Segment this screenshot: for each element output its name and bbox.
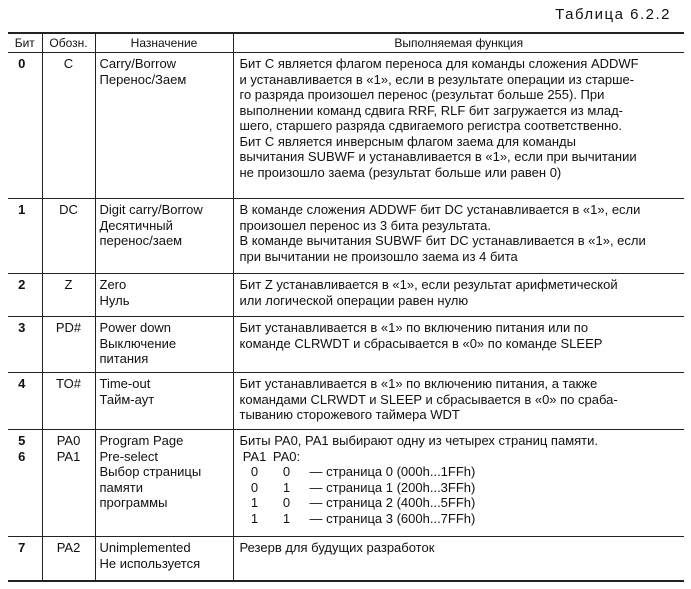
pa0-value: 1 <box>282 510 291 526</box>
page-row <box>240 511 681 527</box>
purpose-line: Zero <box>99 277 127 292</box>
table-row <box>8 274 684 317</box>
function-line: командами CLRWDT и SLEEP и сбрасывается в «0» по сраба- <box>239 391 618 407</box>
purpose-line: Тайм-аут <box>99 391 155 407</box>
bit-name: PA0 <box>56 433 81 448</box>
function-line: или логической операции равен нулю <box>239 292 469 308</box>
purpose-cell <box>95 199 233 274</box>
function-cell <box>233 430 684 537</box>
header-bit: Бит <box>8 33 42 53</box>
column-label-pa0: PA0: <box>272 448 301 464</box>
function-line: Биты PA0, PA1 выбирают одну из четырех страниц памяти. <box>239 433 598 448</box>
purpose-cell <box>95 537 233 581</box>
table-row <box>8 317 684 373</box>
status-register-table <box>8 32 684 582</box>
name-cell <box>42 373 95 430</box>
table-row <box>8 537 684 581</box>
bit-number: 0 <box>18 56 26 71</box>
bit-name: PA1 <box>56 448 81 464</box>
pa1-value: 1 <box>250 510 259 526</box>
function-line: В команде сложения ADDWF бит DC устанавливается в «1», если <box>239 202 641 217</box>
bit-name: C <box>63 56 74 71</box>
bit-name: TO# <box>55 376 82 391</box>
purpose-line: перенос/заем <box>99 233 183 248</box>
purpose-cell <box>95 373 233 430</box>
name-cell <box>42 274 95 317</box>
bit-number: 2 <box>18 277 26 292</box>
page-row <box>240 464 681 480</box>
function-line: Резерв для будущих разработок <box>239 540 435 555</box>
bit-cell <box>8 274 42 317</box>
bit-cell <box>8 199 42 274</box>
function-line: вычитания SUBWF и устанавливается в «1», если при вычитании <box>239 149 637 164</box>
bit-number: 5 <box>18 433 26 448</box>
bit-number: 4 <box>18 376 26 391</box>
page-description: — страница 3 (600h...7FFh) <box>309 510 476 526</box>
pa1-value: 1 <box>250 495 259 510</box>
function-line: не произошло заема (результат больше или равен 0) <box>239 164 562 180</box>
purpose-line: Digit carry/Borrow <box>99 202 203 217</box>
function-line: Бит устанавливается в «1» по включению питания или по <box>239 320 589 335</box>
function-line: шего, старшего разряда сдвигаемого регистра соответственно. <box>239 118 623 133</box>
purpose-line: Не используется <box>99 555 201 571</box>
function-line: Бит устанавливается в «1» по включению питания, а также <box>239 376 598 391</box>
page-row <box>240 480 681 496</box>
name-cell <box>42 199 95 274</box>
pa1-value: 0 <box>250 464 259 479</box>
name-cell <box>42 537 95 581</box>
header-purpose: Назначение <box>95 33 233 53</box>
table-row <box>8 53 684 199</box>
pa0-value: 0 <box>282 464 291 479</box>
purpose-line: Time-out <box>99 376 151 391</box>
header-name: Обозн. <box>42 33 95 53</box>
purpose-line: Выключение <box>99 335 177 351</box>
function-cell <box>233 537 684 581</box>
purpose-line: программы <box>99 495 168 510</box>
purpose-cell <box>95 317 233 373</box>
purpose-line: Program Page <box>99 433 184 448</box>
purpose-line: Unimplemented <box>99 540 191 555</box>
table-row <box>8 430 684 537</box>
function-line: при вычитании не произошло заема из 4 бита <box>239 248 518 264</box>
pa0-value: 0 <box>282 495 291 510</box>
purpose-cell <box>95 274 233 317</box>
name-cell <box>42 53 95 199</box>
function-line: выполнении команд сдвига RRF, RLF бит загружается из млад- <box>239 102 623 118</box>
purpose-line: памяти <box>99 479 143 495</box>
name-cell <box>42 430 95 537</box>
page-row <box>240 495 681 511</box>
bit-cell <box>8 317 42 373</box>
header-function: Выполняемая функция <box>233 33 684 53</box>
purpose-line: Carry/Borrow <box>99 56 177 71</box>
bit-cell <box>8 430 42 537</box>
purpose-line: Перенос/Заем <box>99 71 187 87</box>
table-row <box>8 199 684 274</box>
function-line: В команде вычитания SUBWF бит DC устанавливается в «1», если <box>239 233 646 248</box>
function-line: Бит Z устанавливается в «1», если результат арифметической <box>239 277 618 292</box>
purpose-line: Выбор страницы <box>99 464 202 479</box>
purpose-cell <box>95 53 233 199</box>
bit-number: 3 <box>18 320 26 335</box>
pa0-value: 1 <box>282 479 291 495</box>
purpose-line: Десятичный <box>99 217 173 233</box>
column-label-pa1: PA1 <box>242 448 267 464</box>
function-line: тыванию сторожевого таймера WDT <box>239 407 460 422</box>
bit-number: 6 <box>18 448 26 464</box>
bit-number: 1 <box>18 202 26 217</box>
function-line: го разряда произошел перенос (результат больше 255). При <box>239 87 605 102</box>
pa1-value: 0 <box>250 479 259 495</box>
page-description: — страница 0 (000h...1FFh) <box>309 464 476 479</box>
function-cell <box>233 199 684 274</box>
bit-cell <box>8 537 42 581</box>
function-line: и устанавливается в «1», если в результате операции из старше- <box>239 71 635 87</box>
table-row <box>8 373 684 430</box>
function-line: Бит С является инверсным флагом заема для команды <box>239 133 576 149</box>
bit-name: PD# <box>55 320 82 335</box>
purpose-cell <box>95 430 233 537</box>
bit-name: Z <box>64 277 73 292</box>
purpose-line: Pre-select <box>99 448 159 464</box>
function-cell <box>233 274 684 317</box>
bit-cell <box>8 53 42 199</box>
function-line: произошел перенос из 3 бита результата. <box>239 217 491 233</box>
page-description: — страница 1 (200h...3FFh) <box>309 479 476 495</box>
function-line: Бит С является флагом переноса для команды сложения ADDWF <box>239 56 639 71</box>
bit-name: DC <box>59 202 78 217</box>
table-caption: Таблица 6.2.2 <box>555 6 671 23</box>
purpose-line: Нуль <box>99 292 130 308</box>
function-cell <box>233 53 684 199</box>
name-cell <box>42 317 95 373</box>
function-line: команде CLRWDT и сбрасывается в «0» по команде SLEEP <box>239 335 603 351</box>
table-header-row <box>8 33 684 53</box>
page-column-headers <box>240 449 681 465</box>
function-cell <box>233 317 684 373</box>
purpose-line: Power down <box>99 320 172 335</box>
function-cell <box>233 373 684 430</box>
bit-cell <box>8 373 42 430</box>
page-description: — страница 2 (400h...5FFh) <box>309 495 476 510</box>
purpose-line: питания <box>99 351 149 366</box>
bit-name: PA2 <box>56 540 81 555</box>
bit-number: 7 <box>18 540 26 555</box>
